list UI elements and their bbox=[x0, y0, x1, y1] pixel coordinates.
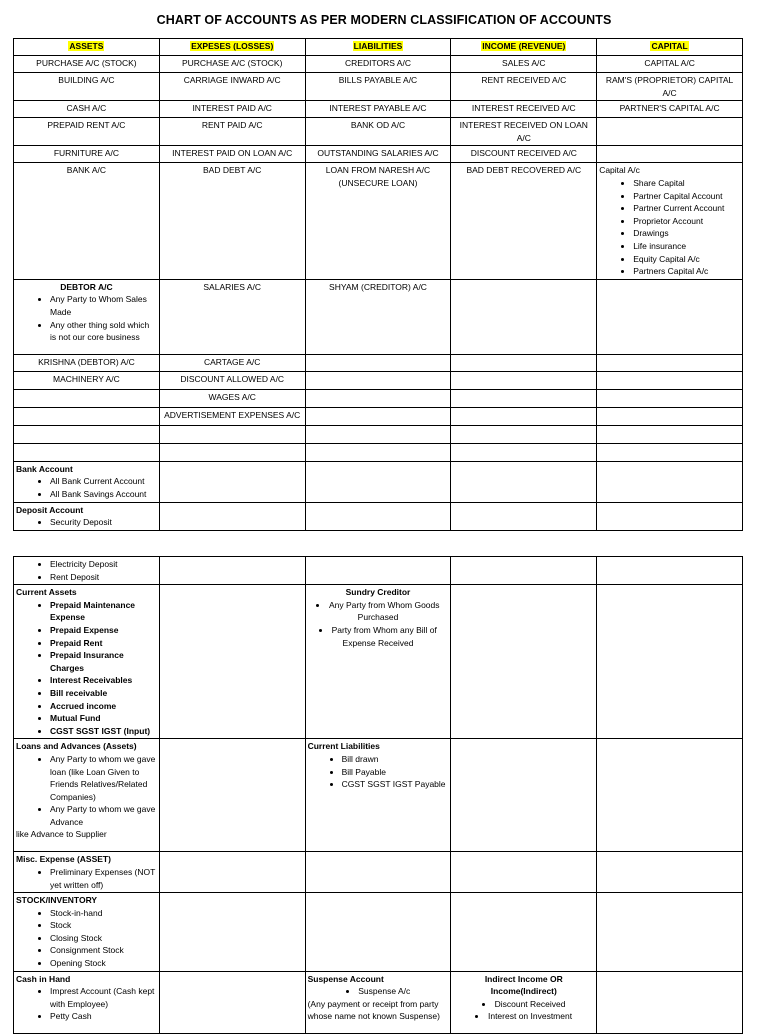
list-item: • Any Party to whom we gave loan (like Loan Given to Friends Relatives/Related Companies) bbox=[50, 753, 157, 803]
header-row bbox=[14, 39, 743, 56]
table-cell: BANK OD A/C bbox=[305, 118, 451, 146]
table-cell bbox=[159, 557, 305, 585]
table-cell: CAPITAL A/C bbox=[597, 56, 743, 73]
table-cell: CREDITORS A/C bbox=[305, 56, 451, 73]
current-assets-cell bbox=[14, 585, 160, 739]
indirect-income-list bbox=[453, 998, 594, 1023]
table-cell bbox=[597, 852, 743, 893]
table-row bbox=[14, 425, 743, 443]
table-row bbox=[14, 585, 743, 739]
table-cell: CASH A/C bbox=[14, 101, 160, 118]
table-row bbox=[14, 461, 743, 502]
list-item: • Party from Whom any Bill of Expense Received bbox=[308, 624, 449, 649]
table-row bbox=[14, 557, 743, 585]
table-cell bbox=[451, 502, 597, 530]
current-liabilities-cell bbox=[305, 739, 451, 852]
list-item: • Prepaid Maintenance Expense bbox=[50, 599, 157, 624]
table-cell bbox=[597, 502, 743, 530]
current-liabilities-title: Current Liabilities bbox=[307, 741, 380, 752]
list-item: • Stock bbox=[50, 919, 157, 932]
table-row bbox=[14, 73, 743, 101]
table-cell: INTEREST PAID ON LOAN A/C bbox=[159, 146, 305, 163]
table-cell bbox=[159, 425, 305, 443]
table-cell bbox=[451, 354, 597, 371]
table-cell: INTEREST PAYABLE A/C bbox=[305, 101, 451, 118]
cash-in-hand-list bbox=[16, 985, 157, 1023]
table-cell: INTEREST PAID A/C bbox=[159, 101, 305, 118]
chart-of-accounts-table bbox=[13, 38, 743, 531]
table-cell bbox=[451, 371, 597, 389]
table-cell: RENT PAID A/C bbox=[159, 118, 305, 146]
table-row bbox=[14, 56, 743, 73]
deposit-account-list bbox=[16, 516, 157, 529]
list-item: • Proprietor Account bbox=[633, 215, 740, 228]
bank-account-title: Bank Account bbox=[16, 463, 73, 474]
debtor-title: DEBTOR A/C bbox=[60, 281, 113, 292]
table-cell bbox=[159, 893, 305, 972]
deposit-account-cell bbox=[14, 502, 160, 530]
header-assets: ASSETS bbox=[14, 39, 160, 56]
list-item: • Rent Deposit bbox=[50, 571, 157, 584]
table-cell bbox=[597, 279, 743, 354]
table-cell bbox=[305, 389, 451, 407]
table-cell bbox=[305, 443, 451, 461]
table-cell bbox=[597, 893, 743, 972]
list-item: • Any other thing sold which is not our core business bbox=[50, 319, 157, 344]
table-cell: PARTNER'S CAPITAL A/C bbox=[597, 101, 743, 118]
table-cell bbox=[451, 852, 597, 893]
list-item: • CGST SGST IGST (Input) bbox=[50, 725, 157, 738]
list-item: • Discount Received bbox=[453, 998, 594, 1011]
bank-account-cell bbox=[14, 461, 160, 502]
table-cell bbox=[305, 371, 451, 389]
table-cell: BAD DEBT A/C bbox=[159, 163, 305, 279]
table-cell bbox=[597, 407, 743, 425]
header-capital: CAPITAL bbox=[597, 39, 743, 56]
suspense-list bbox=[308, 985, 449, 998]
table-cell: INTEREST RECEIVED ON LOAN A/C bbox=[451, 118, 597, 146]
table-row bbox=[14, 852, 743, 893]
list-item: • All Bank Savings Account bbox=[50, 488, 157, 501]
table-row bbox=[14, 893, 743, 972]
table-row bbox=[14, 354, 743, 371]
table-cell: FURNITURE A/C bbox=[14, 146, 160, 163]
suspense-note: (Any payment or receipt from party whose name not known Suspense) bbox=[307, 998, 440, 1022]
table-cell: CARTAGE A/C bbox=[159, 354, 305, 371]
deposit-continued-list bbox=[16, 558, 157, 583]
table-cell bbox=[451, 461, 597, 502]
table-cell: BANK A/C bbox=[14, 163, 160, 279]
deposit-account-title: Deposit Account bbox=[16, 504, 84, 515]
table-cell bbox=[451, 389, 597, 407]
table-cell bbox=[305, 163, 451, 279]
table-row bbox=[14, 371, 743, 389]
stock-title: STOCK/INVENTORY bbox=[16, 895, 98, 906]
loan-account-note: (UNSECURE LOAN) bbox=[338, 177, 418, 188]
table-cell bbox=[597, 389, 743, 407]
list-item: • Preliminary Expenses (NOT yet written off) bbox=[50, 866, 157, 891]
list-item: • Partner Current Account bbox=[633, 202, 740, 215]
capital-list-title: Capital A/c bbox=[599, 165, 640, 176]
header-expenses: EXPESES (LOSSES) bbox=[159, 39, 305, 56]
list-item: • Bill drawn bbox=[342, 753, 449, 766]
table-cell: BILLS PAYABLE A/C bbox=[305, 73, 451, 101]
misc-expense-cell bbox=[14, 852, 160, 893]
list-item: • Mutual Fund bbox=[50, 712, 157, 725]
loans-advances-list bbox=[16, 753, 157, 829]
header-income: INCOME (REVENUE) bbox=[451, 39, 597, 56]
table-cell bbox=[159, 852, 305, 893]
table-row bbox=[14, 389, 743, 407]
table-cell: PURCHASE A/C (STOCK) bbox=[159, 56, 305, 73]
current-assets-title: Current Assets bbox=[16, 587, 77, 598]
table-cell bbox=[305, 852, 451, 893]
table-row bbox=[14, 739, 743, 852]
table-row bbox=[14, 118, 743, 146]
list-item: • Suspense A/c bbox=[308, 985, 449, 998]
list-item: • CGST SGST IGST Payable bbox=[342, 778, 449, 791]
table-cell bbox=[305, 354, 451, 371]
sundry-creditor-list bbox=[308, 599, 449, 649]
table-cell bbox=[597, 443, 743, 461]
table-cell bbox=[597, 118, 743, 146]
loans-advances-cell bbox=[14, 739, 160, 852]
capital-list bbox=[599, 177, 740, 278]
table-cell bbox=[305, 407, 451, 425]
table-cell bbox=[597, 739, 743, 852]
table-cell: RAM'S (PROPRIETOR) CAPITAL A/C bbox=[597, 73, 743, 101]
table-row bbox=[14, 163, 743, 279]
current-liabilities-list bbox=[308, 753, 449, 791]
table-cell bbox=[597, 354, 743, 371]
table-cell bbox=[305, 502, 451, 530]
suspense-title: Suspense Account bbox=[307, 973, 384, 984]
deposit-continued-cell bbox=[14, 557, 160, 585]
list-item: • Partners Capital A/c bbox=[633, 265, 740, 278]
table-cell bbox=[159, 502, 305, 530]
table-cell bbox=[597, 371, 743, 389]
table-cell: BAD DEBT RECOVERED A/C bbox=[451, 163, 597, 279]
cash-in-hand-title: Cash in Hand bbox=[16, 973, 71, 984]
table-cell bbox=[159, 739, 305, 852]
table-cell: INTEREST RECEIVED A/C bbox=[451, 101, 597, 118]
list-item: • Petty Cash bbox=[50, 1010, 157, 1023]
table-cell: DISCOUNT RECEIVED A/C bbox=[451, 146, 597, 163]
list-item: • Equity Capital A/c bbox=[633, 253, 740, 266]
table-cell bbox=[451, 425, 597, 443]
loans-advances-note: like Advance to Supplier bbox=[16, 829, 107, 840]
table-cell: CARRIAGE INWARD A/C bbox=[159, 73, 305, 101]
table-cell bbox=[305, 425, 451, 443]
table-cell bbox=[14, 389, 160, 407]
list-item: • Opening Stock bbox=[50, 957, 157, 970]
list-item: • Accrued income bbox=[50, 700, 157, 713]
list-item: • Prepaid Expense bbox=[50, 624, 157, 637]
table-row bbox=[14, 279, 743, 354]
list-item: • Electricity Deposit bbox=[50, 558, 157, 571]
table-cell bbox=[451, 893, 597, 972]
list-item: • All Bank Current Account bbox=[50, 475, 157, 488]
table-cell bbox=[159, 585, 305, 739]
table-cell: KRISHNA (DEBTOR) A/C bbox=[14, 354, 160, 371]
table-cell bbox=[451, 739, 597, 852]
table-cell bbox=[597, 425, 743, 443]
list-item: • Stock-in-hand bbox=[50, 907, 157, 920]
list-item: • Bill Payable bbox=[342, 766, 449, 779]
list-item: • Interest on Investment bbox=[453, 1010, 594, 1023]
table-cell: RENT RECEIVED A/C bbox=[451, 73, 597, 101]
table-cell bbox=[14, 443, 160, 461]
list-item: • Interest Receivables bbox=[50, 674, 157, 687]
list-item: • Partner Capital Account bbox=[633, 190, 740, 203]
table-cell: ADVERTISEMENT EXPENSES A/C bbox=[159, 407, 305, 425]
sundry-creditor-cell bbox=[305, 585, 451, 739]
table-cell bbox=[451, 407, 597, 425]
page-title: CHART OF ACCOUNTS AS PER MODERN CLASSIFICATION OF ACCOUNTS bbox=[156, 13, 612, 27]
table-cell bbox=[305, 893, 451, 972]
list-item: • Any Party to Whom Sales Made bbox=[50, 293, 157, 318]
capital-list-cell bbox=[597, 163, 743, 279]
table-cell bbox=[597, 146, 743, 163]
table-row bbox=[14, 502, 743, 530]
table-row bbox=[14, 101, 743, 118]
sundry-creditor-title: Sundry Creditor bbox=[345, 587, 411, 598]
debtor-list bbox=[16, 293, 157, 343]
table-cell: BUILDING A/C bbox=[14, 73, 160, 101]
table-cell bbox=[14, 407, 160, 425]
table-cell: OUTSTANDING SALARIES A/C bbox=[305, 146, 451, 163]
indirect-income-title: Indirect Income OR Income(Indirect) bbox=[484, 973, 563, 997]
table-cell bbox=[451, 585, 597, 739]
table-cell: SHYAM (CREDITOR) A/C bbox=[305, 279, 451, 354]
chart-of-accounts-table-continued bbox=[13, 556, 743, 1034]
list-item: • Security Deposit bbox=[50, 516, 157, 529]
table-cell bbox=[597, 557, 743, 585]
table-cell: PURCHASE A/C (STOCK) bbox=[14, 56, 160, 73]
list-item: • Prepaid Insurance Charges bbox=[50, 649, 157, 674]
list-item: • Life insurance bbox=[633, 240, 740, 253]
table-cell bbox=[14, 425, 160, 443]
table-cell bbox=[597, 585, 743, 739]
bank-account-list bbox=[16, 475, 157, 500]
table-cell: SALES A/C bbox=[451, 56, 597, 73]
table-cell bbox=[159, 461, 305, 502]
loan-account-label: LOAN FROM NARESH A/C bbox=[325, 165, 431, 176]
table-cell: PREPAID RENT A/C bbox=[14, 118, 160, 146]
table-cell bbox=[451, 443, 597, 461]
table-cell bbox=[597, 461, 743, 502]
table-cell: DISCOUNT ALLOWED A/C bbox=[159, 371, 305, 389]
table-cell: MACHINERY A/C bbox=[14, 371, 160, 389]
list-item: • Prepaid Rent bbox=[50, 637, 157, 650]
table-cell bbox=[305, 557, 451, 585]
table-row bbox=[14, 443, 743, 461]
stock-list bbox=[16, 907, 157, 970]
list-item: • Closing Stock bbox=[50, 932, 157, 945]
table-cell bbox=[159, 443, 305, 461]
stock-cell bbox=[14, 893, 160, 972]
table-cell bbox=[305, 461, 451, 502]
table-cell: WAGES A/C bbox=[159, 389, 305, 407]
table-cell bbox=[451, 279, 597, 354]
list-item: • Bill receivable bbox=[50, 687, 157, 700]
list-item: • Any Party from Whom Goods Purchased bbox=[308, 599, 449, 624]
list-item: • Drawings bbox=[633, 227, 740, 240]
misc-expense-list bbox=[16, 866, 157, 891]
table-row bbox=[14, 407, 743, 425]
list-item: • Imprest Account (Cash kept with Employee) bbox=[50, 985, 157, 1010]
table-cell: SALARIES A/C bbox=[159, 279, 305, 354]
list-item: • Share Capital bbox=[633, 177, 740, 190]
list-item: • Consignment Stock bbox=[50, 944, 157, 957]
header-liabilities: LIABILITIES bbox=[305, 39, 451, 56]
list-item: • Any Party to whom we gave Advance bbox=[50, 803, 157, 828]
loans-advances-title: Loans and Advances (Assets) bbox=[16, 741, 137, 752]
debtor-cell bbox=[14, 279, 160, 354]
misc-expense-title: Misc. Expense (ASSET) bbox=[16, 854, 111, 865]
table-cell bbox=[451, 557, 597, 585]
current-assets-list bbox=[16, 599, 157, 738]
table-row bbox=[14, 146, 743, 163]
